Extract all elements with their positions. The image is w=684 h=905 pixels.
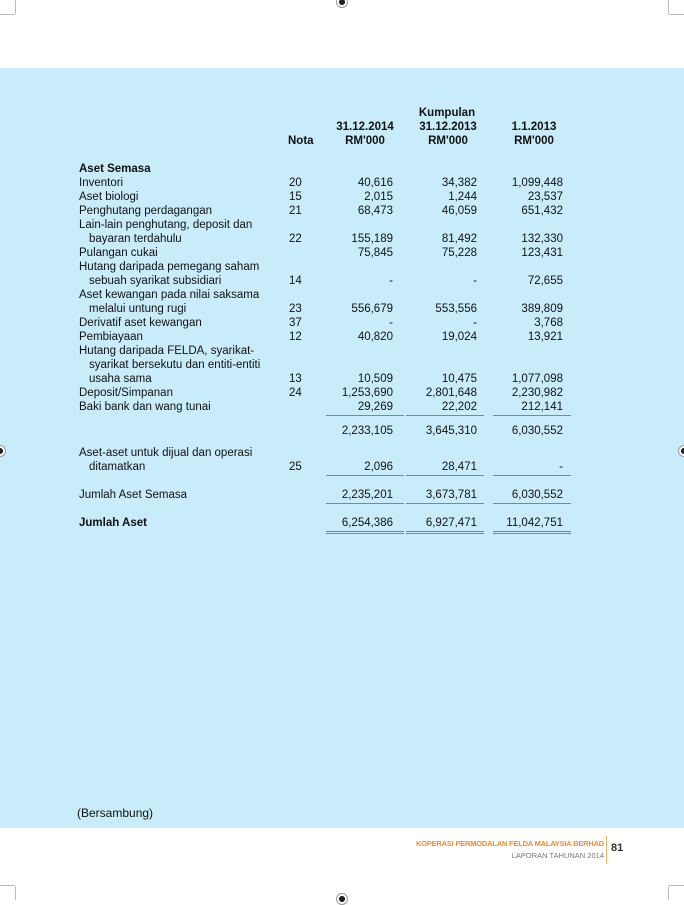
subtotal-2014: 2,233,105	[341, 425, 393, 437]
nota-header: Nota	[288, 135, 314, 147]
double-underline-rule	[326, 531, 404, 534]
table-row	[79, 274, 579, 288]
value-2014: 75,845	[357, 247, 393, 259]
row-nota: 24	[289, 387, 302, 399]
column-date: 1.1.2013	[511, 121, 557, 133]
table-row	[79, 302, 579, 316]
row-label-cont: syarikat bersekutu dan entiti-entiti	[89, 359, 261, 371]
table-row	[79, 316, 579, 330]
value-2014: -	[389, 275, 393, 287]
value-2013: 22,202	[441, 401, 477, 413]
value-2014: 29,269	[357, 401, 393, 413]
table-row-label-line	[79, 218, 579, 232]
row-label: Baki bank dan wang tunai	[79, 401, 211, 413]
value-2013: 2,801,648	[425, 387, 477, 399]
table-row	[79, 400, 579, 414]
column-unit: RM'000	[428, 135, 468, 147]
value-2013-jan: 651,432	[521, 205, 563, 217]
row-label: Aset-aset untuk dijual dan operasi	[79, 447, 253, 459]
table-row	[79, 372, 579, 386]
value-2013-jan: -	[559, 461, 563, 473]
row-label: Jumlah Aset Semasa	[79, 489, 188, 501]
value-2013-jan: 123,431	[521, 247, 563, 259]
table-row	[79, 246, 579, 260]
value-2013-jan: 132,330	[521, 233, 563, 245]
table-row	[79, 330, 579, 344]
table-row-label-line	[79, 260, 579, 274]
double-underline-rule	[406, 531, 484, 534]
page-number-divider	[606, 836, 607, 864]
row-label: Jumlah Aset	[79, 517, 147, 529]
row-label: Pulangan cukai	[79, 247, 158, 259]
row-nota: 25	[289, 461, 302, 473]
row-label-cont: usaha sama	[89, 373, 152, 385]
subtotal-2013-jan: 6,030,552	[511, 425, 563, 437]
column-date: 31.12.2014	[336, 121, 394, 133]
table-row	[79, 176, 579, 190]
report-title: LAPORAN TAHUNAN 2014	[511, 851, 604, 860]
organization-name: KOPERASI PERMODALAN FELDA MALAYSIA BERHAD	[415, 839, 604, 848]
value-2014: -	[389, 317, 393, 329]
table-row	[79, 232, 579, 246]
value-2013-jan: 13,921	[527, 331, 563, 343]
value-2014: 40,820	[357, 331, 393, 343]
value-2013-jan: 1,099,448	[511, 177, 563, 189]
value-2014: 2,235,201	[341, 489, 393, 501]
value-2013-jan: 6,030,552	[511, 489, 563, 501]
value-2014: 556,679	[351, 303, 393, 315]
crop-mark	[669, 885, 684, 886]
value-2013: 553,556	[435, 303, 477, 315]
spacer	[79, 502, 579, 516]
table-row-label-line	[79, 358, 579, 372]
value-2013-jan: 1,077,098	[511, 373, 563, 385]
row-nota: 23	[289, 303, 302, 315]
value-2013: 34,382	[441, 177, 477, 189]
row-label: Deposit/Simpanan	[79, 387, 173, 399]
group-header: Kumpulan	[418, 107, 476, 119]
section-title-row	[79, 162, 579, 176]
value-2014: 6,254,386	[341, 517, 393, 529]
value-2013: 28,471	[441, 461, 477, 473]
spacer	[79, 474, 579, 488]
footer-brand	[416, 838, 604, 862]
section-title: Aset Semasa	[79, 163, 151, 175]
row-nota: 13	[289, 373, 302, 385]
table-row-label-line	[79, 344, 579, 358]
value-2014: 40,616	[357, 177, 393, 189]
table-row-label-line	[79, 288, 579, 302]
crop-mark	[0, 14, 15, 15]
row-label: Pembiayaan	[79, 331, 143, 343]
column-unit: RM'000	[514, 135, 554, 147]
row-label: Penghutang perdagangan	[79, 205, 213, 217]
value-2013-jan: 212,141	[521, 401, 563, 413]
column-unit: RM'000	[345, 135, 385, 147]
table-row	[79, 386, 579, 400]
value-2013-jan: 72,655	[527, 275, 563, 287]
row-label-cont: sebuah syarikat subsidiari	[89, 275, 222, 287]
row-label: Lain-lain penghutang, deposit dan	[79, 219, 253, 231]
value-2014: 2,096	[364, 461, 393, 473]
crop-mark	[0, 885, 15, 886]
row-label-cont: ditamatkan	[89, 461, 146, 473]
row-nota: 12	[289, 331, 302, 343]
table-row	[79, 204, 579, 218]
continued-note: (Bersambung)	[77, 806, 154, 820]
subtotal-2013: 3,645,310	[425, 425, 477, 437]
column-header-2013-jan	[494, 120, 574, 148]
value-2013: -	[473, 317, 477, 329]
subtotal-row	[79, 424, 579, 438]
total-current-assets-row	[79, 488, 579, 502]
registration-mark-bottom	[336, 893, 348, 905]
value-2013: 3,673,781	[425, 489, 477, 501]
crop-mark	[669, 14, 684, 15]
registration-mark-top	[336, 0, 348, 8]
spacer	[79, 414, 579, 424]
value-2014: 2,015	[364, 191, 393, 203]
value-2013: 10,475	[441, 373, 477, 385]
row-nota: 15	[289, 191, 302, 203]
crop-mark	[15, 0, 16, 14]
value-2013: 46,059	[441, 205, 477, 217]
row-label: Inventori	[79, 177, 124, 189]
balance-sheet-table	[79, 162, 579, 530]
held-for-sale-label-line	[79, 446, 579, 460]
value-2013-jan: 3,768	[534, 317, 563, 329]
spacer	[79, 438, 579, 446]
column-header-2013	[408, 120, 488, 148]
value-2013: 81,492	[441, 233, 477, 245]
held-for-sale-row	[79, 460, 579, 474]
row-label-cont: bayaran terdahulu	[89, 233, 182, 245]
crop-mark	[15, 886, 16, 900]
value-2013: 1,244	[448, 191, 477, 203]
page-number: 81	[611, 842, 624, 854]
row-nota: 22	[289, 233, 302, 245]
row-label: Derivatif aset kewangan	[79, 317, 202, 329]
value-2013-jan: 389,809	[521, 303, 563, 315]
row-nota: 14	[289, 275, 302, 287]
row-label: Hutang daripada FELDA, syarikat-	[79, 345, 255, 357]
value-2013: 75,228	[441, 247, 477, 259]
row-nota: 20	[289, 177, 302, 189]
row-label: Hutang daripada pemegang saham	[79, 261, 260, 273]
crop-mark	[668, 886, 669, 900]
row-label: Aset kewangan pada nilai saksama	[79, 289, 260, 301]
table-row	[79, 190, 579, 204]
registration-mark-right	[678, 445, 684, 457]
double-underline-rule	[493, 531, 571, 534]
value-2013: -	[473, 275, 477, 287]
row-label-cont: melalui untung rugi	[89, 303, 187, 315]
value-2014: 155,189	[351, 233, 393, 245]
value-2013-jan: 2,230,982	[511, 387, 563, 399]
value-2013-jan: 23,537	[527, 191, 563, 203]
crop-mark	[668, 0, 669, 14]
column-header-2014	[325, 120, 405, 148]
row-nota: 21	[289, 205, 302, 217]
column-date: 31.12.2013	[419, 121, 477, 133]
value-2014: 1,253,690	[341, 387, 393, 399]
row-label: Aset biologi	[79, 191, 139, 203]
value-2014: 68,473	[357, 205, 393, 217]
row-nota: 37	[289, 317, 302, 329]
value-2013-jan: 11,042,751	[506, 517, 563, 529]
value-2013: 6,927,471	[425, 517, 477, 529]
value-2013: 19,024	[441, 331, 477, 343]
total-assets-row	[79, 516, 579, 530]
value-2014: 10,509	[357, 373, 393, 385]
